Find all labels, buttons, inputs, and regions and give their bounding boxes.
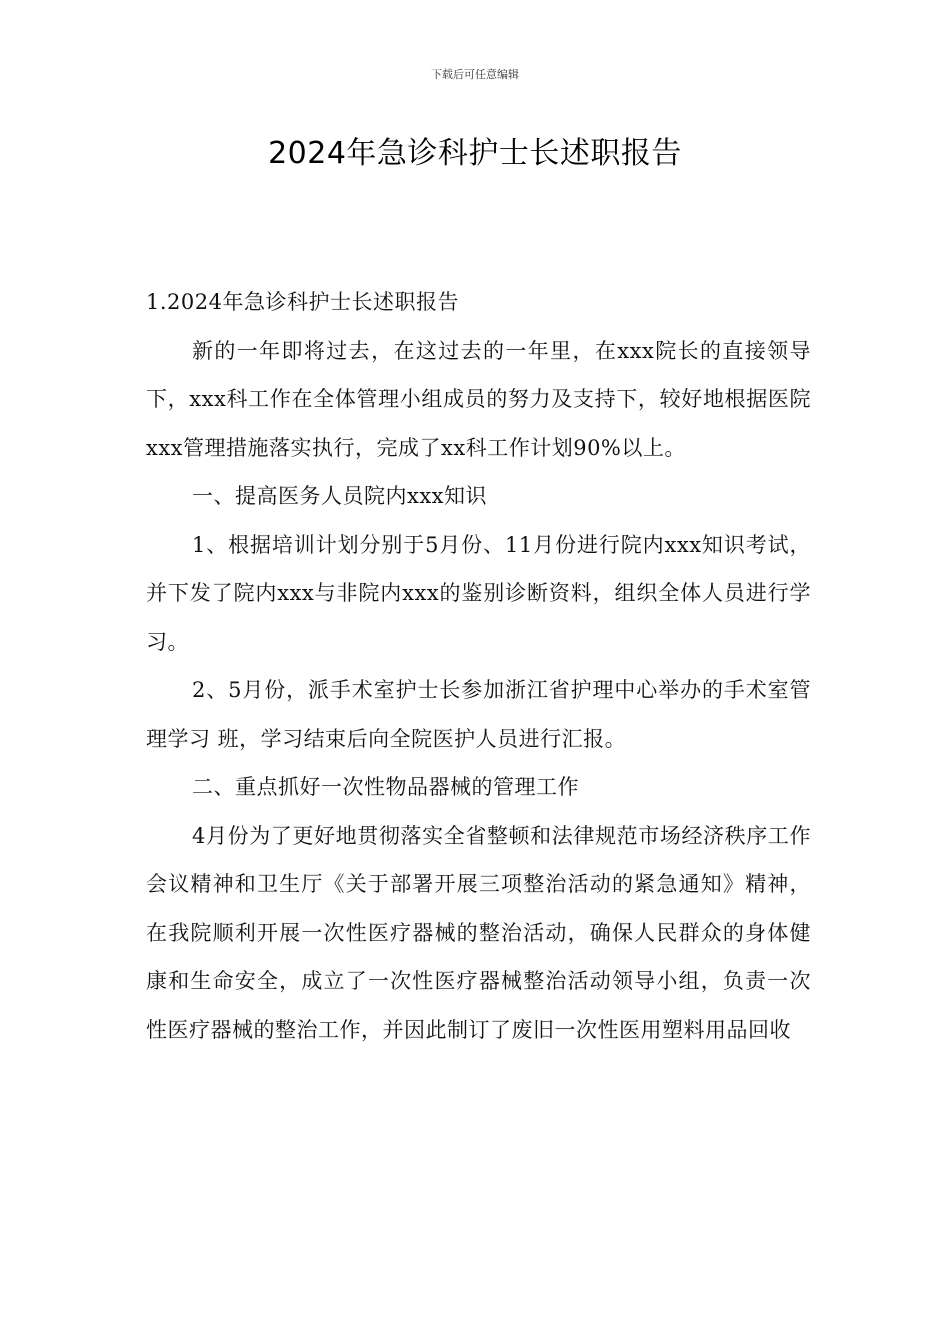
document-body (146, 278, 811, 1054)
document-title: 2024年急诊科护士长述职报告 (268, 136, 682, 171)
paragraph-heading: 二、重点抓好一次性物品器械的管理工作 (192, 775, 579, 799)
paragraph: 1、根据培训计划分别于5月份、11月份进行院内xxx知识考试，并下发了院内xxx与非院内xxx的鉴别诊断资料，组织全体人员进行学习。 (146, 532, 811, 654)
paragraph: 2、5月份，派手术室护士长参加浙江省护理中心举办的手术室管理学习 班，学习结束后向全院医护人员进行汇报。 (146, 678, 811, 751)
paragraph-section-heading: 1.2024年急诊科护士长述职报告 (146, 290, 459, 314)
paragraph: 新的一年即将过去，在这过去的一年里，在xxx院长的直接领导下，xxx科工作在全体管理小组成员的努力及支持下，较好地根据医院xxx管理措施落实执行，完成了xx科工作计划90%以上。 (146, 338, 811, 460)
paragraph-heading: 一、提高医务人员院内xxx知识 (192, 484, 488, 508)
paragraph: 4月份为了更好地贯彻落实全省整顿和法律规范市场经济秩序工作会议精神和卫生厅《关于部署开展三项整治活动的紧急通知》精神，在我院顺利开展一次性医疗器械的整治活动，确保人民群众的身体健康和生命安全，成立了一次性医疗器械整治活动领导小组，负责一次性医疗器械的整治工作，并因此制订了废旧一次性医用塑料用品回收 (146, 823, 811, 1042)
header-note: 下载后可任意编辑 (431, 68, 519, 81)
